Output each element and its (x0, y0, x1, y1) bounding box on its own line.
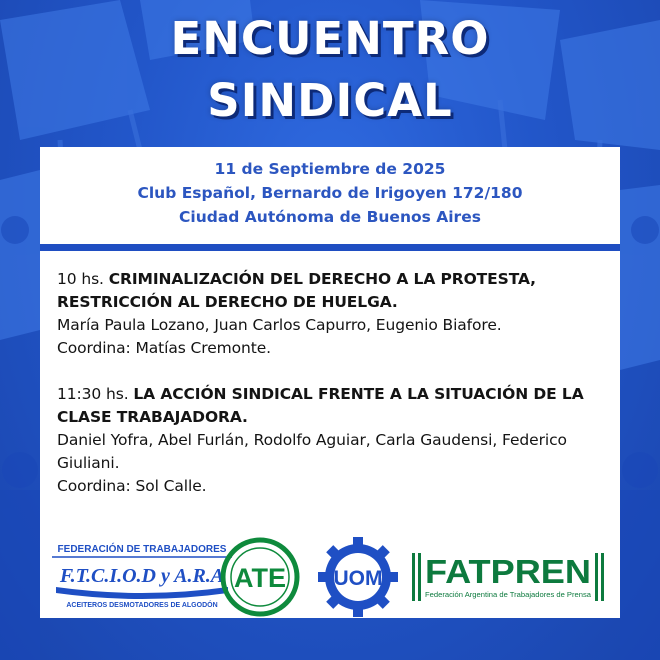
program-heading (57, 383, 613, 429)
program-time: 11:30 hs. (57, 385, 129, 403)
event-venue: Club Español, Bernardo de Irigoyen 172/180 (137, 184, 523, 202)
title-line-1: ENCUENTRO (170, 12, 490, 65)
program-heading (57, 268, 613, 314)
fatpren-logo-text: FATPREN (425, 553, 591, 590)
fed-bottom-text: ACEITEROS DESMOTADORES DE ALGODÓN (66, 602, 218, 609)
divider (40, 244, 620, 251)
fed-top-text: FEDERACIÓN DE TRABAJADORES (57, 544, 227, 555)
info-panel (40, 147, 620, 618)
logo-row (40, 527, 620, 617)
uom-logo (316, 535, 400, 619)
program-speakers: María Paula Lozano, Juan Carlos Capurro, Eugenio Biafore. (57, 316, 502, 334)
event-city: Ciudad Autónoma de Buenos Aires (179, 208, 481, 226)
fed-acronym-text: F.T.C.I.O.D y A.R.A (59, 565, 225, 587)
event-details (40, 157, 620, 229)
program-title: CRIMINALIZACIÓN DEL DERECHO A LA PROTESTA, RESTRICCIÓN AL DERECHO DE HUELGA. (57, 270, 536, 311)
ate-logo-text: ATE (234, 563, 286, 593)
fatpren-logo (412, 549, 604, 605)
ftciodyara-logo (52, 539, 242, 611)
event-date: 11 de Septiembre de 2025 (214, 160, 446, 178)
title-line-2: SINDICAL (207, 74, 453, 127)
program-coordinator: Coordina: Sol Calle. (57, 477, 207, 495)
program (57, 268, 613, 521)
ate-logo (220, 537, 300, 617)
program-item (57, 383, 613, 498)
program-item (57, 268, 613, 360)
program-coordinator: Coordina: Matías Cremonte. (57, 339, 271, 357)
uom-logo-text: UOM (333, 567, 383, 590)
program-time: 10 hs. (57, 270, 104, 288)
program-title: LA ACCIÓN SINDICAL FRENTE A LA SITUACIÓN DE LA CLASE TRABAJADORA. (57, 385, 584, 426)
fatpren-subtitle-text: Federación Argentina de Trabajadores de Prensa (425, 590, 592, 599)
program-speakers: Daniel Yofra, Abel Furlán, Rodolfo Aguiar, Carla Gaudensi, Federico Giuliani. (57, 431, 567, 472)
